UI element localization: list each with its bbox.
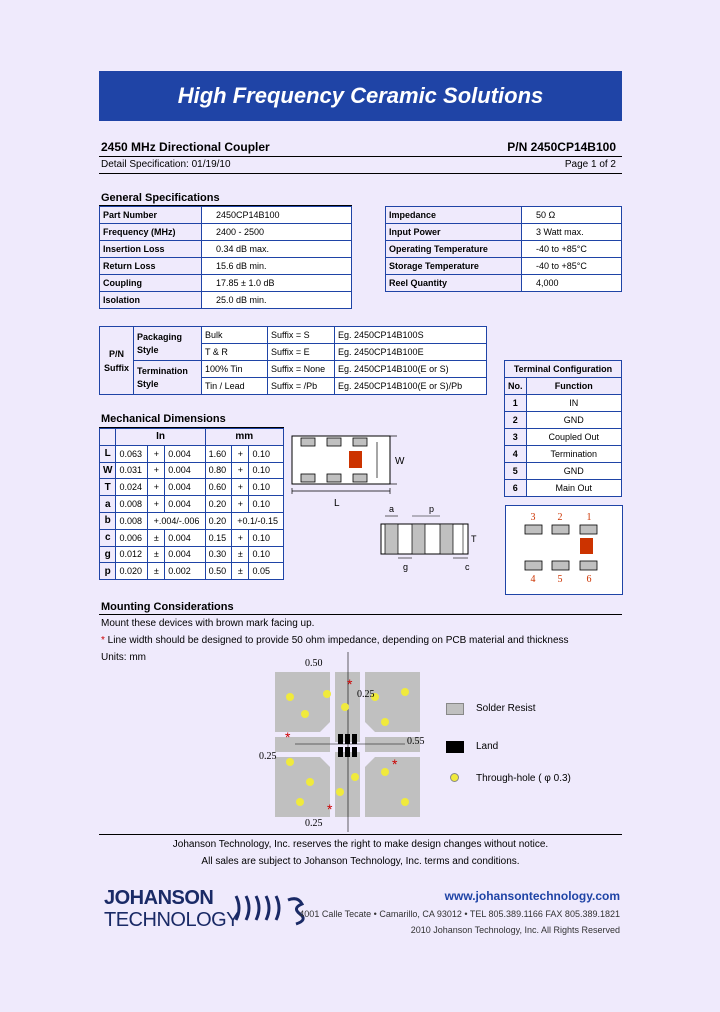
spec-label: Return Loss <box>100 258 202 275</box>
spec-row <box>386 224 622 241</box>
terminal-row <box>505 463 622 480</box>
mech-cell-mm: 0.15 <box>205 529 232 546</box>
orientation-mark <box>580 538 593 554</box>
mech-cell-ins: + <box>148 445 165 462</box>
part-number: P/N 2450CP14B100 <box>507 140 616 154</box>
mech-cell-mms: ± <box>232 546 249 563</box>
spec-label: Coupling <box>100 275 202 292</box>
mech-cell-in: 0.031 <box>116 462 148 479</box>
pn-group-termination: Termination Style <box>134 361 202 395</box>
svg-text:*: * <box>327 801 333 817</box>
terminal-function: GND <box>526 463 622 480</box>
mech-cell-ins: + <box>148 479 165 496</box>
mech-cell-l: b <box>100 512 116 529</box>
mech-row <box>100 496 284 513</box>
mech-cell-mms: + <box>232 529 249 546</box>
spec-label: Storage Temperature <box>386 258 522 275</box>
mounting-note-2: * Line width should be designed to provide 50 ohm impedance, depending on PCB material and thickness <box>101 635 569 646</box>
spec-value: 17.85 ± 1.0 dB <box>202 275 352 292</box>
mounting-heading: Mounting Considerations <box>101 601 234 613</box>
mech-row <box>100 563 284 580</box>
dim-label-g: g <box>403 562 409 572</box>
mech-cell-intol: 0.004 <box>165 445 205 462</box>
spec-row <box>386 258 622 275</box>
divider <box>99 156 622 157</box>
mech-cell-in: 0.006 <box>116 529 148 546</box>
mech-cell-ins: ± <box>148 529 165 546</box>
dim-label-w: W <box>395 456 405 467</box>
terminal-function: Termination <box>526 446 622 463</box>
svg-text:*: * <box>347 676 353 692</box>
mech-cell-in: 0.024 <box>116 479 148 496</box>
pn-suffix: Suffix = /Pb <box>268 378 335 395</box>
dim-label-c: c <box>465 562 470 572</box>
pn-example: Eg. 2450CP14B100(E or S) <box>335 361 487 378</box>
pn-example: Eg. 2450CP14B100S <box>335 327 487 344</box>
footer-notice-1: Johanson Technology, Inc. reserves the right to make design changes without notice. <box>172 839 549 850</box>
terminal-no: 4 <box>505 446 527 463</box>
legend-resist: Solder Resist <box>476 703 536 714</box>
terminal-function: Main Out <box>526 480 622 497</box>
legend-hole-swatch <box>450 773 459 782</box>
terminal-no: 5 <box>505 463 527 480</box>
dim-label-t: T <box>471 534 477 544</box>
terminal-pin-diagram <box>505 505 623 595</box>
mech-cell-intol: 0.004 <box>165 529 205 546</box>
mech-cell-ins: ± <box>148 563 165 580</box>
legend-resist-swatch <box>446 703 464 715</box>
detail-spec: Detail Specification: 01/19/10 <box>101 159 231 170</box>
pn-option: 100% Tin <box>202 361 268 378</box>
spec-value: 15.6 dB min. <box>202 258 352 275</box>
svg-text:*: * <box>392 756 398 772</box>
mech-cell-mmtol: 0.05 <box>249 563 284 580</box>
mech-cell-l: p <box>100 563 116 580</box>
mech-heading: Mechanical Dimensions <box>101 413 226 425</box>
spec-row <box>100 258 352 275</box>
company-url[interactable]: www.johansontechnology.com <box>444 889 620 903</box>
mounting-note-1: Mount these devices with brown mark facing up. <box>101 618 315 629</box>
pn-option: Bulk <box>202 327 268 344</box>
spec-label: Insertion Loss <box>100 241 202 258</box>
mech-cell-mms: + <box>232 445 249 462</box>
legend-land: Land <box>476 741 499 752</box>
spec-value: 3 Watt max. <box>522 224 622 241</box>
terminal-no: 3 <box>505 429 527 446</box>
terminal-col-function: Function <box>526 378 622 395</box>
spec-value: 50 Ω <box>522 207 622 224</box>
dim-055: 0.55 <box>407 736 425 747</box>
general-spec-table-right <box>385 206 622 292</box>
mech-cell-intol: 0.004 <box>165 496 205 513</box>
spec-value: 4,000 <box>522 275 622 292</box>
mech-cell-mmtol: 0.10 <box>249 496 284 513</box>
terminal-no: 6 <box>505 480 527 497</box>
mech-cell-intol: 0.004 <box>165 546 205 563</box>
dim-050: 0.50 <box>305 658 323 669</box>
terminal-title: Terminal Configuration <box>505 361 622 378</box>
dim-025-top: 0.25 <box>357 689 375 700</box>
dim-label-a: a <box>389 504 395 514</box>
mech-row <box>100 529 284 546</box>
mech-cell-in: 0.020 <box>116 563 148 580</box>
mech-row <box>100 479 284 496</box>
mech-cell-in: 0.063 <box>116 445 148 462</box>
mech-cell-mmtol: 0.10 <box>249 479 284 496</box>
terminal-function: Coupled Out <box>526 429 622 446</box>
mech-cell-mms: + <box>232 462 249 479</box>
mech-cell-mms: + <box>232 496 249 513</box>
copyright: 2010 Johanson Technology, Inc. All Rights Reserved <box>410 925 620 935</box>
terminal-no: 2 <box>505 412 527 429</box>
pn-suffix: Suffix = E <box>268 344 335 361</box>
spec-row <box>386 275 622 292</box>
spec-label: Operating Temperature <box>386 241 522 258</box>
pn-group-packaging: Packaging Style <box>134 327 202 361</box>
spec-value: -40 to +85°C <box>522 241 622 258</box>
pin-label: 4 <box>530 574 536 585</box>
mech-cell-l: a <box>100 496 116 513</box>
logo-technology: TECHNOLOGY <box>104 909 240 931</box>
terminal-row <box>505 429 622 446</box>
mech-cell-mm: 0.60 <box>205 479 232 496</box>
spec-row <box>386 207 622 224</box>
terminal-row <box>505 480 622 497</box>
mech-cell-l: c <box>100 529 116 546</box>
mech-row <box>100 546 284 563</box>
mech-col-in: In <box>116 429 205 446</box>
mech-cell-ins: + <box>148 496 165 513</box>
dim-025-left: 0.25 <box>259 751 277 762</box>
spec-label: Input Power <box>386 224 522 241</box>
footer-notice-2: All sales are subject to Johanson Technology, Inc. terms and conditions. <box>201 856 520 867</box>
mech-col-mm: mm <box>205 429 283 446</box>
divider <box>99 614 622 615</box>
mech-cell-mmtol: 0.10 <box>249 529 284 546</box>
pin-label: 1 <box>586 512 592 523</box>
terminal-col-no: No. <box>505 378 527 395</box>
mech-cell-mmtol: 0.10 <box>249 546 284 563</box>
mech-cell-mms: +0.1/-0.15 <box>232 512 284 529</box>
pn-suffix: Suffix = S <box>268 327 335 344</box>
spec-label: Frequency (MHz) <box>100 224 202 241</box>
pin-label: 5 <box>557 574 563 585</box>
mech-cell-mmtol: 0.10 <box>249 445 284 462</box>
spec-row <box>100 241 352 258</box>
divider <box>99 173 622 174</box>
mech-cell-mms: + <box>232 479 249 496</box>
spec-row <box>100 275 352 292</box>
pn-example: Eg. 2450CP14B100E <box>335 344 487 361</box>
pn-suffix-table <box>99 326 487 395</box>
spec-value: 0.34 dB max. <box>202 241 352 258</box>
pin-label: 6 <box>586 574 592 585</box>
terminal-config-table <box>504 360 622 497</box>
mech-cell-in: 0.012 <box>116 546 148 563</box>
mech-cell-ins: + <box>148 462 165 479</box>
mech-cell-intol: 0.002 <box>165 563 205 580</box>
dim-label-p: p <box>429 504 435 514</box>
mech-cell-intol: 0.004 <box>165 479 205 496</box>
page-banner: High Frequency Ceramic Solutions <box>99 71 622 121</box>
terminal-function: IN <box>526 395 622 412</box>
mounting-units: Units: mm <box>101 652 146 663</box>
spec-label: Impedance <box>386 207 522 224</box>
spec-value: -40 to +85°C <box>522 258 622 275</box>
pn-option: Tin / Lead <box>202 378 268 395</box>
pin-label: 2 <box>557 512 563 523</box>
spec-row <box>100 207 352 224</box>
mech-cell-mm: 0.20 <box>205 496 232 513</box>
page-number: Page 1 of 2 <box>564 159 616 170</box>
pn-example: Eg. 2450CP14B100(E or S)/Pb <box>335 378 487 395</box>
mech-cell-in: 0.008 <box>116 512 148 529</box>
spec-value: 25.0 dB min. <box>202 292 352 309</box>
spec-row <box>100 224 352 241</box>
company-address: 4001 Calle Tecate • Camarillo, CA 93012 • TEL 805.389.1166 FAX 805.389.1821 <box>299 909 620 919</box>
mech-dim-table <box>99 428 284 580</box>
svg-text:*: * <box>285 729 291 745</box>
terminal-row <box>505 395 622 412</box>
pn-option: T & R <box>202 344 268 361</box>
mech-cell-mm: 0.20 <box>205 512 232 529</box>
terminal-row <box>505 446 622 463</box>
mech-cell-mm: 1.60 <box>205 445 232 462</box>
mech-row <box>100 462 284 479</box>
terminal-row <box>505 412 622 429</box>
spec-label: Part Number <box>100 207 202 224</box>
asterisk: * <box>101 635 105 646</box>
spec-row <box>386 241 622 258</box>
logo-johanson: JOHANSON <box>104 887 214 909</box>
pin-label: 3 <box>530 512 536 523</box>
mech-cell-mm: 0.80 <box>205 462 232 479</box>
legend-land-swatch <box>446 741 464 753</box>
mech-cell-l: T <box>100 479 116 496</box>
dim-025-bottom: 0.25 <box>305 818 323 829</box>
general-spec-table-left <box>99 206 352 309</box>
spec-label: Reel Quantity <box>386 275 522 292</box>
mech-row <box>100 445 284 462</box>
mech-cell-in: 0.008 <box>116 496 148 513</box>
mech-row <box>100 512 284 529</box>
mech-cell-mm: 0.30 <box>205 546 232 563</box>
dim-label-l: L <box>334 498 340 509</box>
spec-row <box>100 292 352 309</box>
general-spec-heading: General Specifications <box>101 192 220 204</box>
mech-cell-ins: +.004/-.006 <box>148 512 205 529</box>
divider <box>99 834 622 835</box>
spec-value: 2400 - 2500 <box>202 224 352 241</box>
spec-label: Isolation <box>100 292 202 309</box>
mech-cell-l: L <box>100 445 116 462</box>
mech-cell-l: g <box>100 546 116 563</box>
doc-title: 2450 MHz Directional Coupler <box>101 140 270 154</box>
terminal-no: 1 <box>505 395 527 412</box>
legend-hole: Through-hole ( φ 0.3) <box>476 773 571 784</box>
terminal-function: GND <box>526 412 622 429</box>
mech-cell-intol: 0.004 <box>165 462 205 479</box>
land-pattern-diagram <box>255 652 435 832</box>
logo-mark-icon <box>232 890 310 926</box>
mech-cell-mmtol: 0.10 <box>249 462 284 479</box>
pn-suffix: Suffix = None <box>268 361 335 378</box>
mech-drawing <box>285 428 500 588</box>
mech-cell-mms: ± <box>232 563 249 580</box>
mech-cell-mm: 0.50 <box>205 563 232 580</box>
mech-cell-ins: ± <box>148 546 165 563</box>
pn-suffix-label: P/N Suffix <box>100 327 134 395</box>
spec-value: 2450CP14B100 <box>202 207 352 224</box>
mech-cell-l: W <box>100 462 116 479</box>
